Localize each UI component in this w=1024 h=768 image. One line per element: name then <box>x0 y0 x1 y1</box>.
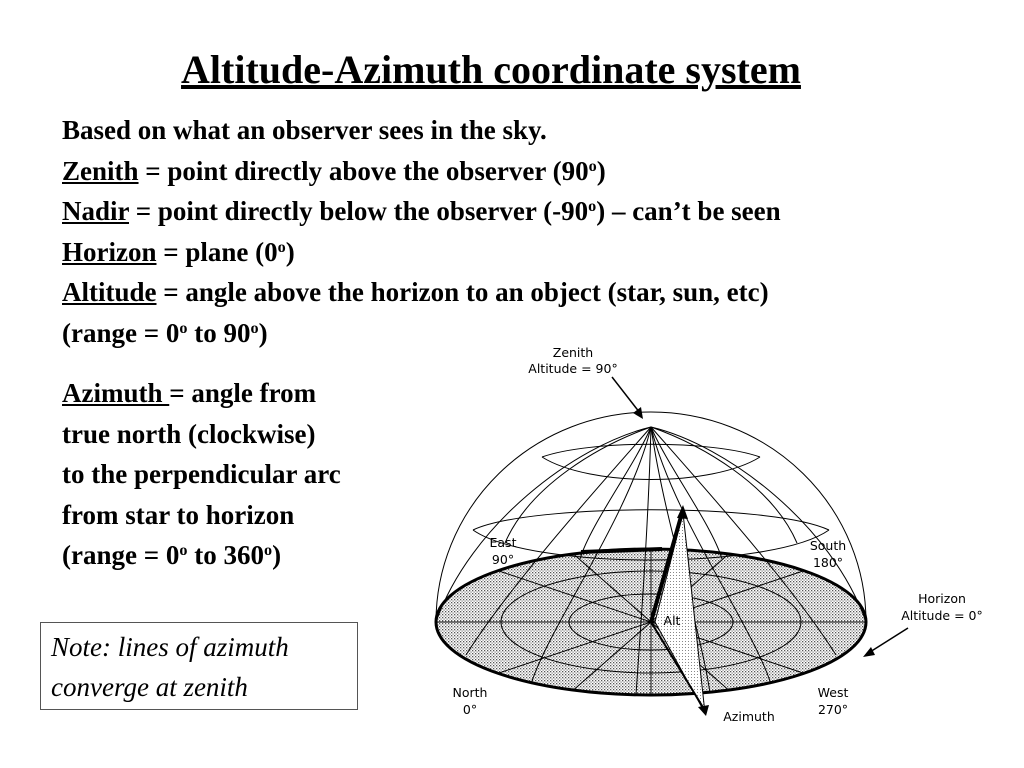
altitude-range-mid: to 90 <box>187 317 251 348</box>
note-box <box>40 622 358 710</box>
altitude-range-start: (range = 0 <box>62 317 180 348</box>
note-line-1: Note: lines of azimuth <box>51 632 289 662</box>
nadir-term: Nadir <box>62 196 130 226</box>
celestial-hemisphere-diagram <box>400 335 1000 735</box>
horizon-definition <box>62 232 1002 273</box>
horizon-label: Horizon <box>918 591 966 606</box>
altitude-range-end: ) <box>258 317 268 348</box>
horizon-def-end: ) <box>285 236 295 267</box>
nadir-def-end: ) – can’t be seen <box>596 196 781 226</box>
horizon-altitude-label: Altitude = 0° <box>901 608 983 623</box>
alt-label: Alt <box>663 613 681 628</box>
azimuth-arrow-head <box>698 705 709 716</box>
azimuth-definition <box>62 373 432 576</box>
zenith-term: Zenith <box>62 155 139 186</box>
south-degrees: 180° <box>812 555 844 570</box>
azimuth-term: Azimuth <box>62 378 170 408</box>
zenith-def-end: ) <box>596 155 606 186</box>
horizon-pointer <box>870 628 908 652</box>
degree-symbol: o <box>179 318 188 337</box>
east-label: East <box>489 535 517 550</box>
azimuth-line-2: true north (clockwise) <box>62 418 316 449</box>
azimuth-range <box>62 535 432 576</box>
azimuth-range-mid: to 360 <box>187 540 264 570</box>
azimuth-range-start: (range = 0 <box>62 540 180 570</box>
degree-symbol: o <box>277 237 286 256</box>
north-degrees: 0° <box>462 702 478 717</box>
west-label: West <box>817 685 849 700</box>
horizon-term: Horizon <box>62 236 157 267</box>
intro-line: Based on what an observer sees in the sky. <box>62 115 547 145</box>
altitude-definition <box>62 272 1002 313</box>
east-degrees: 90° <box>491 552 515 567</box>
slide-title: Altitude-Azimuth coordinate system <box>181 47 801 92</box>
definitions-block <box>62 110 1002 353</box>
south-label: South <box>809 538 847 553</box>
degree-symbol: o <box>179 541 188 560</box>
horizon-def: = plane (0 <box>156 236 278 267</box>
degree-symbol: o <box>588 197 597 216</box>
azimuth-line-4: from star to horizon <box>62 499 295 530</box>
horizon-arrow-head <box>863 647 875 657</box>
north-label: North <box>452 685 488 700</box>
azimuth-range-end: ) <box>272 540 282 570</box>
star-arrow-head <box>677 505 688 519</box>
degree-symbol: o <box>263 541 273 560</box>
nadir-def: = point directly below the observer (-90 <box>129 196 589 226</box>
west-degrees: 270° <box>817 702 849 717</box>
azimuth-line-1: = angle from <box>169 378 317 408</box>
altitude-term: Altitude <box>62 277 157 307</box>
zenith-altitude-label: Altitude = 90° <box>528 361 618 376</box>
degree-symbol: o <box>588 156 597 175</box>
azimuth-label: Azimuth <box>723 709 775 724</box>
note-line-2: converge at zenith <box>51 672 248 702</box>
zenith-arrow-head <box>633 407 643 419</box>
zenith-pointer <box>612 377 640 413</box>
degree-symbol: o <box>250 318 259 337</box>
nadir-definition <box>62 191 1002 232</box>
altitude-def: = angle above the horizon to an object (star, sun, etc) <box>156 277 769 307</box>
zenith-definition <box>62 151 1002 192</box>
azimuth-line-3: to the perpendicular arc <box>62 459 341 489</box>
zenith-def: = point directly above the observer (90 <box>138 155 589 186</box>
zenith-label: Zenith <box>552 345 594 360</box>
